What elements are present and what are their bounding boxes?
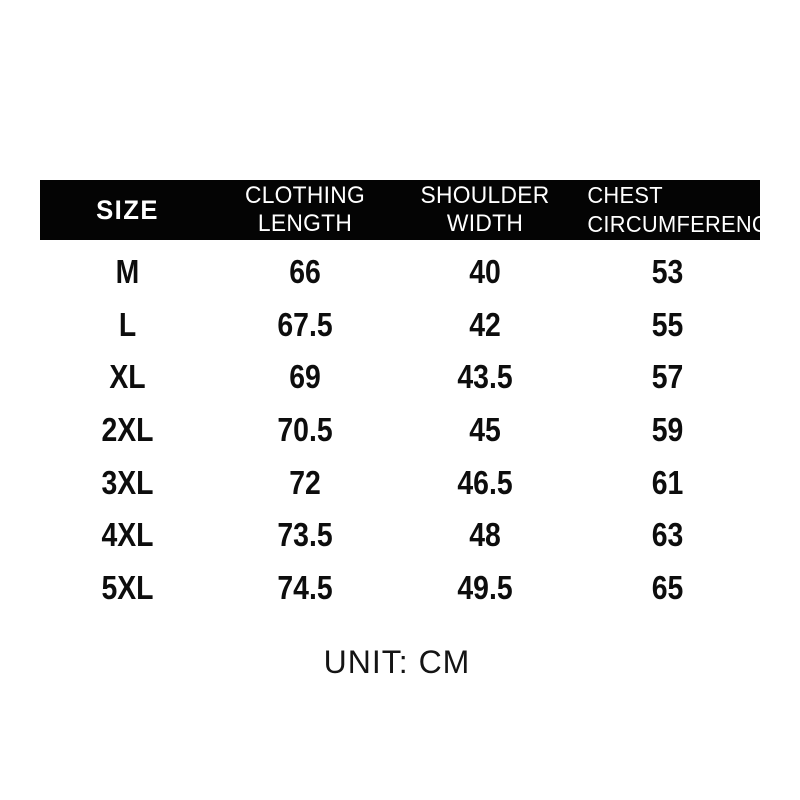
clothing-length-cell: 70.5	[277, 411, 333, 449]
size-cell: 3XL	[101, 463, 154, 501]
shoulder-width-cell: 45	[469, 411, 501, 449]
clothing-length-cell: 72	[289, 463, 321, 501]
size-cell: M	[115, 253, 140, 291]
shoulder-width-cell: 40	[469, 253, 501, 291]
table-row-m	[40, 246, 760, 299]
column-header-size: SIZE	[96, 194, 159, 225]
table-row-2xl	[40, 404, 760, 457]
table-header-row	[40, 180, 783, 240]
chest-circumference-cell: 59	[651, 411, 684, 449]
chest-circumference-cell: 65	[651, 568, 684, 606]
unit-label: UNIT: CM	[323, 644, 471, 680]
clothing-length-cell: 74.5	[277, 568, 333, 606]
table-row-4xl	[40, 509, 760, 562]
table-row-5xl	[40, 562, 760, 615]
clothing-length-cell: 66	[289, 253, 321, 291]
size-chart-table	[40, 180, 783, 614]
column-header-clothing-length: CLOTHING LENGTH	[244, 182, 366, 237]
table-row-l	[40, 299, 760, 352]
size-cell: L	[118, 305, 137, 343]
shoulder-width-cell: 43.5	[457, 358, 513, 396]
column-header-shoulder-width: SHOULDER WIDTH	[420, 182, 550, 237]
chest-circumference-cell: 63	[651, 516, 684, 554]
clothing-length-cell: 67.5	[277, 305, 333, 343]
chest-circumference-cell: 57	[651, 358, 684, 396]
size-cell: 2XL	[101, 411, 154, 449]
table-body	[40, 246, 760, 614]
table-row-3xl	[40, 456, 760, 509]
shoulder-width-cell: 49.5	[457, 568, 513, 606]
chest-circumference-cell: 61	[651, 463, 684, 501]
column-header-chest-circumference: CHEST CIRCUMFERENCE	[587, 182, 783, 237]
chest-circumference-cell: 53	[651, 253, 684, 291]
shoulder-width-cell: 42	[469, 305, 501, 343]
table-row-xl	[40, 351, 760, 404]
size-cell: 5XL	[101, 568, 154, 606]
clothing-length-cell: 73.5	[277, 516, 333, 554]
size-cell: XL	[109, 358, 146, 396]
shoulder-width-cell: 46.5	[457, 463, 513, 501]
shoulder-width-cell: 48	[469, 516, 501, 554]
size-cell: 4XL	[101, 516, 154, 554]
chest-circumference-cell: 55	[651, 305, 684, 343]
clothing-length-cell: 69	[289, 358, 321, 396]
